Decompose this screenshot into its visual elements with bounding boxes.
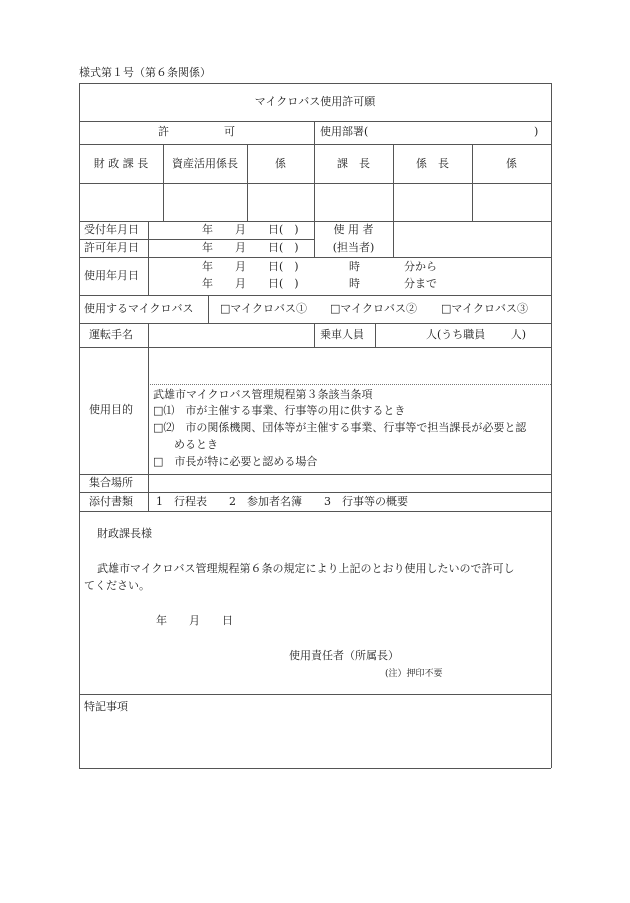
- purpose-option-2[interactable]: □⑵ 市の関係機関、団体等が主催する事業、行事等で担当課長が必要と認: [153, 421, 527, 434]
- dept-label: 使用部署(: [320, 125, 369, 138]
- form-number: 様式第１号（第６条関係）: [79, 66, 211, 79]
- divider: [79, 474, 551, 475]
- approver-header: 財 政 課 長: [93, 157, 149, 170]
- letter-body-cont: てください。: [84, 579, 150, 592]
- approver-header: 係: [275, 157, 286, 170]
- divider: [79, 221, 551, 222]
- divider: [79, 257, 551, 258]
- divider: [79, 239, 314, 240]
- letter-date: 年 月 日: [156, 614, 233, 627]
- divider: [314, 323, 315, 347]
- user-label: 使 用 者: [333, 223, 374, 236]
- seal-note: (注）押印不要: [385, 669, 443, 679]
- divider: [148, 323, 149, 511]
- divider: [79, 83, 80, 768]
- usage-from: 時 分から: [349, 260, 437, 273]
- passengers-value: 人(うち職員 人): [426, 328, 527, 341]
- divider: [79, 511, 551, 512]
- divider: [208, 295, 209, 323]
- divider: [163, 144, 164, 221]
- remarks-label: 特記事項: [84, 700, 128, 713]
- divider: [148, 221, 149, 295]
- usage-end-date: 年 月 日( ): [202, 277, 299, 290]
- usage-to: 時 分まで: [349, 277, 437, 290]
- usage-start-date: 年 月 日( ): [202, 260, 299, 273]
- divider: [551, 83, 552, 768]
- received-date-value: 年 月 日( ): [202, 223, 299, 236]
- purpose-option-2-cont: めるとき: [174, 438, 218, 451]
- purpose-label: 使用目的: [89, 403, 133, 416]
- attachments-items: 1 行程表 2 参加者名簿 3 行事等の概要: [156, 495, 408, 508]
- signer-label: 使用責任者（所属長）: [289, 649, 399, 662]
- bus-label: 使用するマイクロバス: [84, 302, 194, 315]
- divider: [79, 295, 551, 296]
- approval-label: 許 可: [158, 125, 235, 138]
- approver-header: 係: [506, 157, 517, 170]
- dept-close: ): [534, 125, 539, 138]
- divider: [375, 323, 376, 347]
- dotted-divider: [148, 384, 551, 385]
- divider: [79, 768, 551, 769]
- approver-header: 資産活用係長: [172, 157, 238, 170]
- purpose-option-1[interactable]: □⑴ 市が主催する事業、行事等の用に供するとき: [153, 404, 406, 417]
- user-sublabel: (担当者): [332, 241, 375, 254]
- form-title: マイクロバス使用許可願: [254, 95, 376, 108]
- divider: [472, 144, 473, 221]
- bus-option-1[interactable]: □マイクロバス①: [220, 302, 307, 315]
- divider: [79, 323, 551, 324]
- divider: [247, 144, 248, 221]
- attachments-label: 添付書類: [89, 495, 133, 508]
- bus-option-2[interactable]: □マイクロバス②: [330, 302, 417, 315]
- purpose-heading: 武雄市マイクロバス管理規程第３条該当条項: [153, 388, 373, 401]
- bus-option-3[interactable]: □マイクロバス③: [441, 302, 528, 315]
- letter-body: 武雄市マイクロバス管理規程第６条の規定により上記のとおり使用したいので許可し: [97, 562, 515, 575]
- divider: [79, 121, 551, 122]
- divider: [79, 694, 551, 695]
- divider: [79, 347, 551, 348]
- purpose-option-3[interactable]: □ 市長が特に必要と認める場合: [153, 455, 318, 468]
- driver-label: 運転手名: [89, 328, 133, 341]
- divider: [79, 83, 551, 84]
- approver-header: 課 長: [337, 157, 370, 170]
- received-date-label: 受付年月日: [84, 223, 139, 236]
- permitted-date-value: 年 月 日( ): [202, 241, 299, 254]
- passengers-label: 乗車人員: [320, 328, 364, 341]
- approver-header: 係 長: [416, 157, 449, 170]
- divider: [79, 492, 551, 493]
- addressee: 財政課長様: [97, 527, 152, 540]
- permitted-date-label: 許可年月日: [84, 241, 139, 254]
- usage-date-label: 使用年月日: [84, 269, 139, 282]
- meeting-place-label: 集合場所: [89, 476, 133, 489]
- divider: [79, 144, 551, 145]
- divider: [79, 183, 551, 184]
